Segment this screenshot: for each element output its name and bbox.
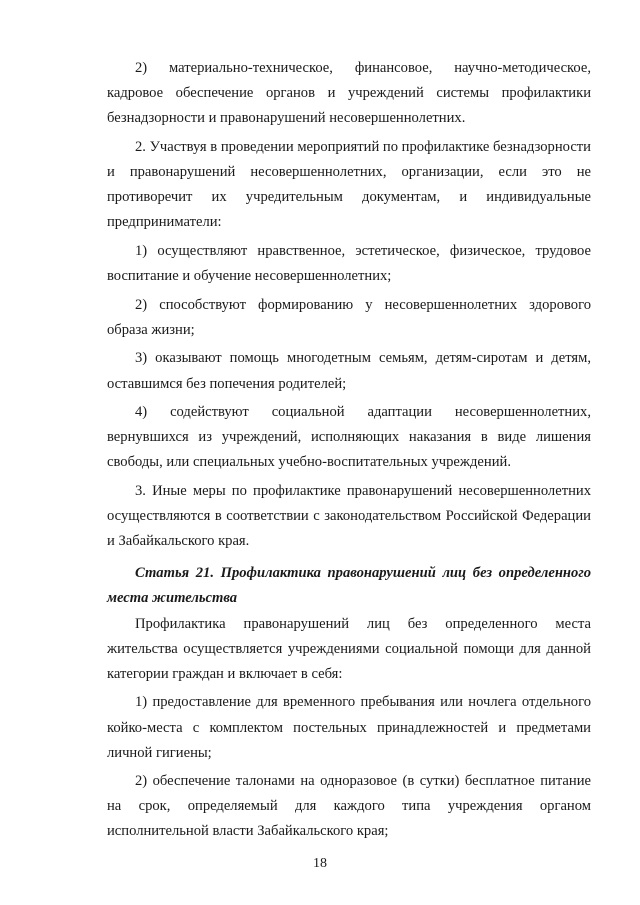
article-list-item-2: 2) обеспечение талонами на одноразовое (в сутки) бесплатное питание на срок, определяемый для каждого типа учреждения органом исполнительной власти Забайкальского края; (107, 773, 591, 840)
list-item-3: 3) оказывают помощь многодетным семьям, детям-сиротам и детям, оставшимся без попечения родителей; (107, 350, 591, 392)
article-intro: Профилактика правонарушений лиц без определенного места жительства осуществляется учреждениями социальной помощи для данной категории граждан и включает в себя: (107, 615, 591, 682)
paragraph-section-2: 2. Участвуя в проведении мероприятий по профилактике безнадзорности и правонарушений несовершеннолетних, организации, если это не противоречит их учредительным документам, и индивидуальные предприниматели: (107, 138, 591, 231)
list-item-1: 1) осуществляют нравственное, эстетическое, физическое, трудовое воспитание и обучение несовершеннолетних; (107, 242, 591, 284)
document-body (107, 56, 591, 848)
paragraph-section-3: 3. Иные меры по профилактике правонарушений несовершеннолетних осуществляются в соответствии с законодательством Российской Федерации и Забайкальского края. (107, 483, 591, 550)
list-item-2: 2) способствуют формированию у несовершеннолетних здорового образа жизни; (107, 296, 591, 338)
list-item-4: 4) содействуют социальной адаптации несовершеннолетних, вернувшихся из учреждений, исполняющих наказания в виде лишения свободы, или специальных учебно-воспитательных учреждений. (107, 404, 591, 471)
page-number: 18 (313, 856, 327, 871)
article-heading: Статья 21. Профилактика правонарушений лиц без определенного места жительства (107, 565, 591, 607)
paragraph-2-provision: 2) материально-техническое, финансовое, научно-методическое, кадровое обеспечение органов и учреждений системы профилактики безнадзорности и правонарушений несовершеннолетних. (107, 60, 591, 127)
article-list-item-1: 1) предоставление для временного пребывания или ночлега отдельного койко-места с комплектом постельных принадлежностей и предметами личной гигиены; (107, 694, 591, 761)
